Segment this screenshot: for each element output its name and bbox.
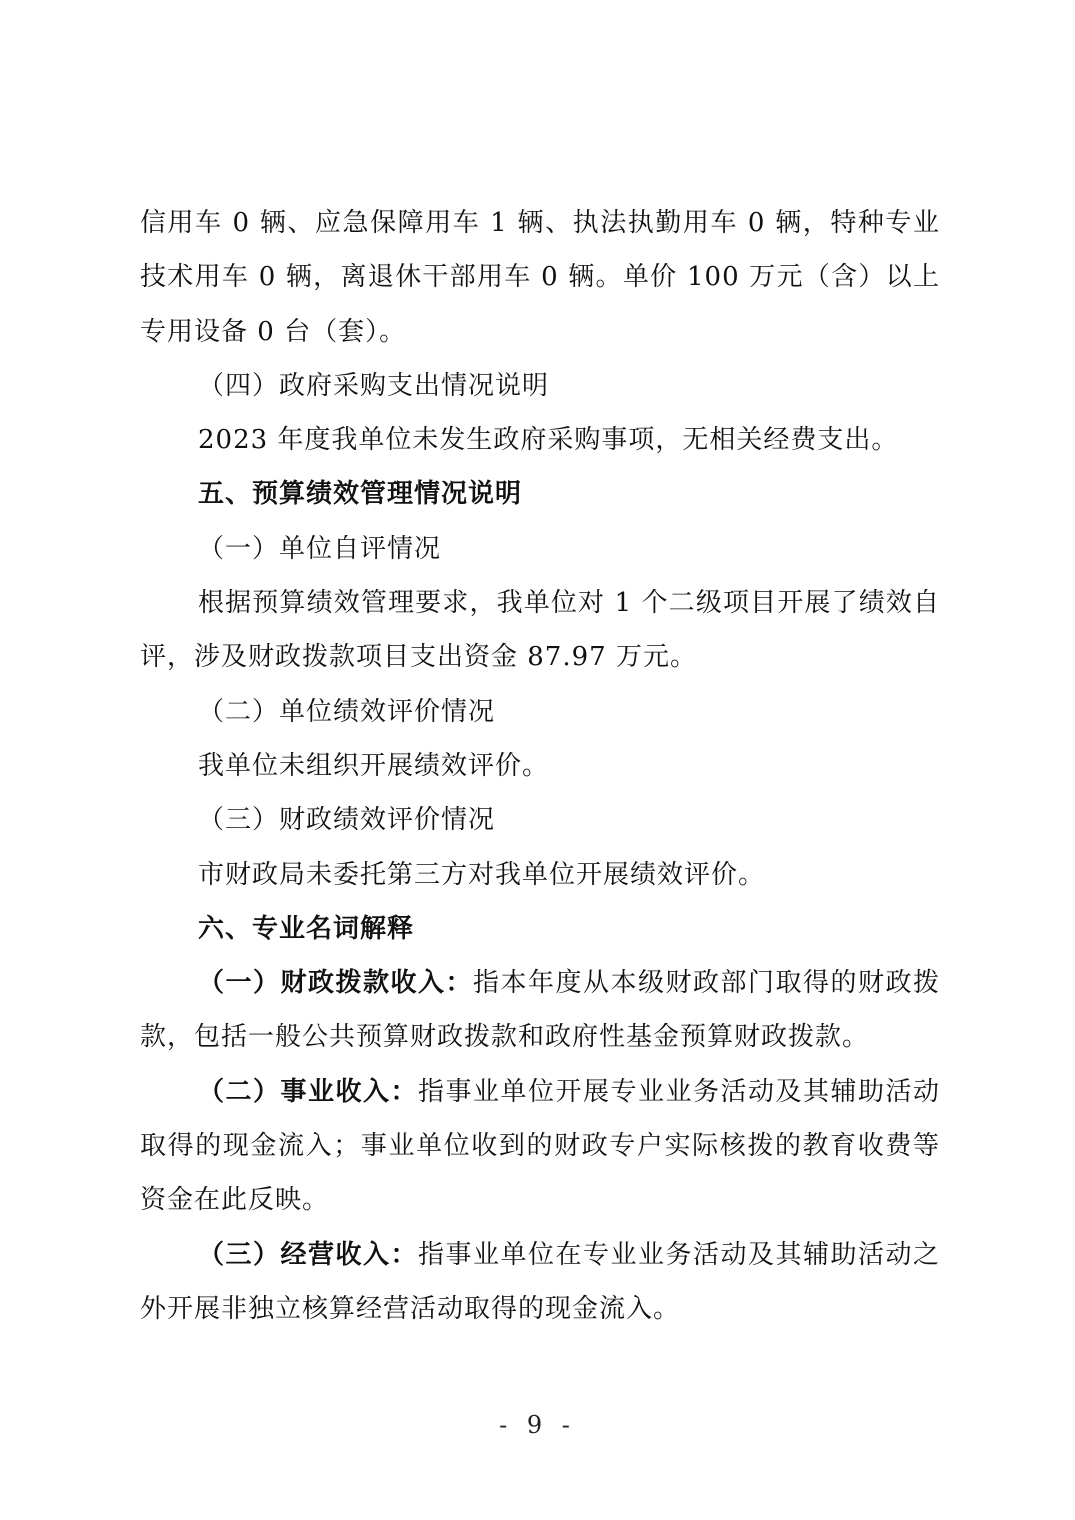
- term-text: 指事业单位在专业业务活动及其辅助活动之外开展非独立核算经营活动取得的现金流入。: [140, 1239, 940, 1324]
- paragraph-finance-evaluation: 市财政局未委托第三方对我单位开展绩效评价。: [198, 859, 766, 890]
- heading-self-evaluation: （一）单位自评情况: [198, 533, 442, 564]
- heading-government-procurement: （四）政府采购支出情况说明: [198, 370, 550, 401]
- paragraph-unit-evaluation: 我单位未组织开展绩效评价。: [198, 750, 550, 781]
- paragraph-self-evaluation: 根据预算绩效管理要求，我单位对 1 个二级项目开展了绩效自评，涉及财政拨款项目支出资金 87.97 万元。: [140, 588, 940, 673]
- heading-unit-evaluation: （二）单位绩效评价情况: [198, 696, 496, 727]
- term-text: 指本年度从本级财政部门取得的财政拨款，包括一般公共预算财政拨款和政府性基金预算财政拨款。: [140, 968, 940, 1053]
- heading-finance-evaluation: （三）财政绩效评价情况: [198, 805, 496, 836]
- term-label: （三）经营收入：: [198, 1239, 418, 1270]
- term-definition-business-income: [140, 1065, 940, 1228]
- document-body: [140, 196, 940, 1336]
- page-number: - 9 -: [499, 1411, 576, 1439]
- paragraph-government-procurement: 2023 年度我单位未发生政府采购事项，无相关经费支出。: [198, 425, 899, 456]
- term-definition-fiscal-income: [140, 956, 940, 1065]
- heading-section-5: 五、预算绩效管理情况说明: [198, 479, 523, 510]
- heading-section-6: 六、专业名词解释: [198, 913, 415, 944]
- term-label: （二）事业收入：: [198, 1076, 418, 1107]
- paragraph-vehicles: 信用车 0 辆、应急保障用车 1 辆、执法执勤用车 0 辆，特种专业技术用车 0 辆，离退休干部用车 0 辆。单价 100 万元（含）以上专用设备 0 台（套）。: [140, 208, 940, 347]
- term-definition-operating-income: [140, 1228, 940, 1337]
- term-text: 指事业单位开展专业业务活动及其辅助活动取得的现金流入；事业单位收到的财政专户实际核拨的教育收费等资金在此反映。: [140, 1076, 940, 1216]
- term-label: （一）财政拨款收入：: [198, 968, 473, 999]
